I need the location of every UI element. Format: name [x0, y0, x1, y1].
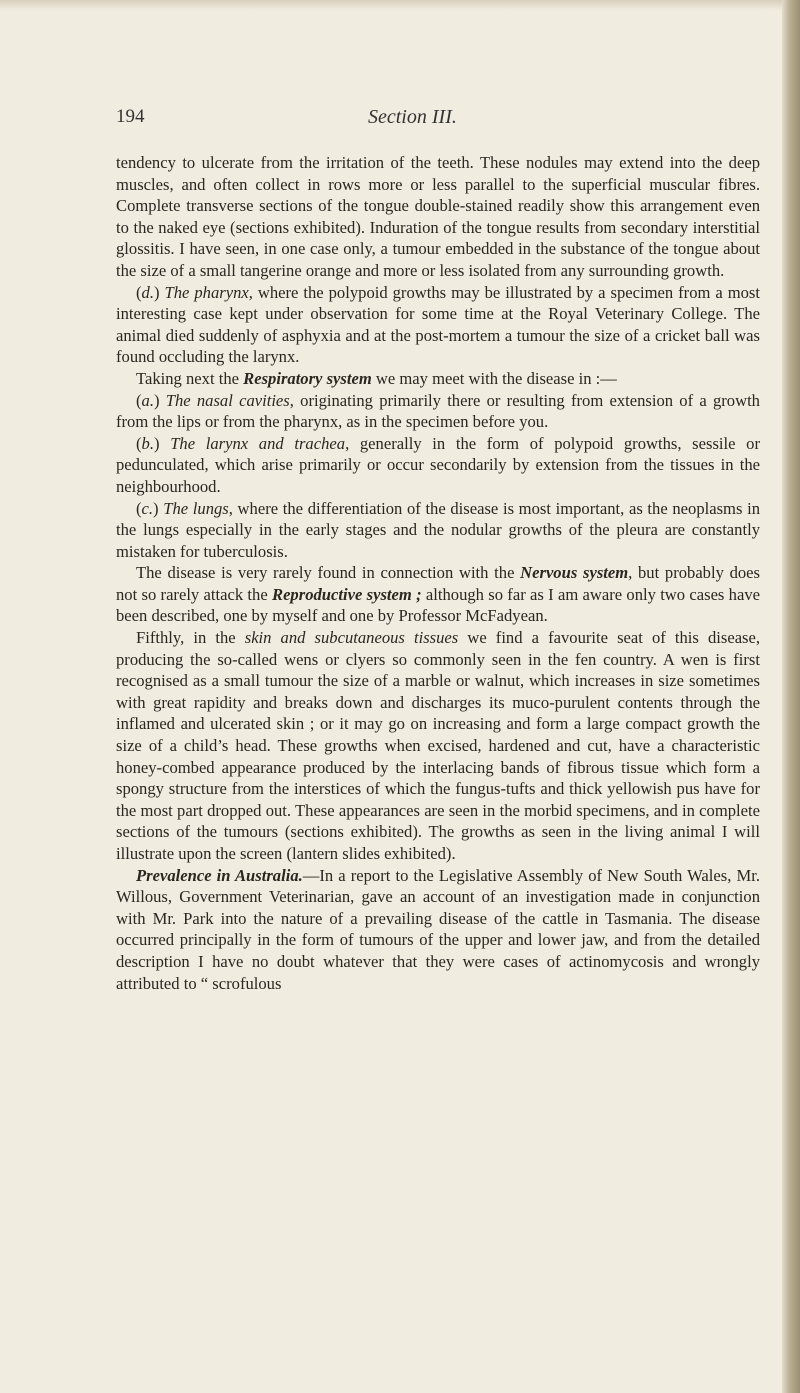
paragraph-larynx-trachea: (b.) The larynx and trachea, generally in the form of polypoid growths, sessile or pedunculated, which arise primarily or occur secondarily by extension from the tissues in the neighbourhood. [116, 433, 760, 496]
body-text [116, 152, 760, 994]
paragraph-lungs: (c.) The lungs, where the differentiation of the disease is most important, as the neoplasms in the lungs especially in the early stages and the nodular growths of the pleura are constantly mistaken for tuberculosis. [116, 498, 760, 561]
paragraph-prevalence-australia: Prevalence in Australia.—In a report to the Legislative Assembly of New South Wales, Mr. Willous, Government Veterinarian, gave an account of an investigation made in conjunction with Mr. Park into the nature of a prevailing disease of the cattle in Tasmania. The disease occurred principally in the form of tumours of the upper and lower jaw, and from the detailed description I have no doubt whatever that they were cases of actinomycosis and wrongly attributed to “ scrofulous [116, 865, 760, 993]
paragraph-nervous-reproductive: The disease is very rarely found in connection with the Nervous system, but probably does not so rarely attack the Reproductive system ; although so far as I am aware only two cases have been described, one by myself and one by Professor McFadyean. [116, 563, 761, 626]
page-gutter-shadow [782, 0, 800, 1393]
paragraph-nasal-cavities: (a.) The nasal cavities, originating primarily there or resulting from extension of a growth from the lips or from the pharynx, as in the specimen before you. [116, 390, 760, 432]
page-top-edge [0, 0, 800, 10]
paragraph-tongue-nodules: tendency to ulcerate from the irritation of the teeth. These nodules may extend into the deep muscles, and often collect in rows more or less parallel to the superficial muscular fibres. Complete transverse sections of the tongue double-stained readily show this arrangement even to the naked eye (sections exhibited). Induration of the tongue results from secondary interstitial glossitis. I have seen, in one case only, a tumour embedded in the substance of the tongue about the size of a small tangerine orange and more or less isolated from any surrounding growth. [116, 153, 760, 280]
page-number: 194 [116, 106, 145, 127]
paragraph-skin-tissues: Fifthly, in the skin and subcutaneous tissues we find a favourite seat of this disease, producing the so-called wens or clyers so commonly seen in the fen country. A wen is first recognised as a small tumour the size of a marble or walnut, which increases in size sometimes with great rapidity and breaks down and discharges its muco-purulent contents through the inflamed and ulcerated skin ; or it may go on increasing and form a large compact growth the size of a child’s head. These growths when excised, hardened and cut, have a characteristic honey-combed appearance produced by the interlacing bands of fibrous tissue which form a spongy structure from the interstices of which the fungus-tufts and thick yellowish pus have for the most part dropped out. These appearances are seen in the morbid specimens, and in complete sections of the tumours (sections exhibited). The growths as seen in the living animal I will illustrate upon the screen (lantern slides exhibited). [116, 628, 761, 863]
page-header [116, 106, 756, 134]
running-head: Section III. [368, 106, 457, 128]
paragraph-pharynx: (d.) The pharynx, where the polypoid growths may be illustrated by a specimen from a most interesting case kept under observation for some time at the Royal Veterinary College. The animal died suddenly of asphyxia and at the post-mortem a tumour the size of a cricket ball was found occluding the larynx. [116, 282, 760, 367]
paragraph-respiratory-intro: Taking next the Respiratory system we may meet with the disease in :— [136, 368, 617, 388]
